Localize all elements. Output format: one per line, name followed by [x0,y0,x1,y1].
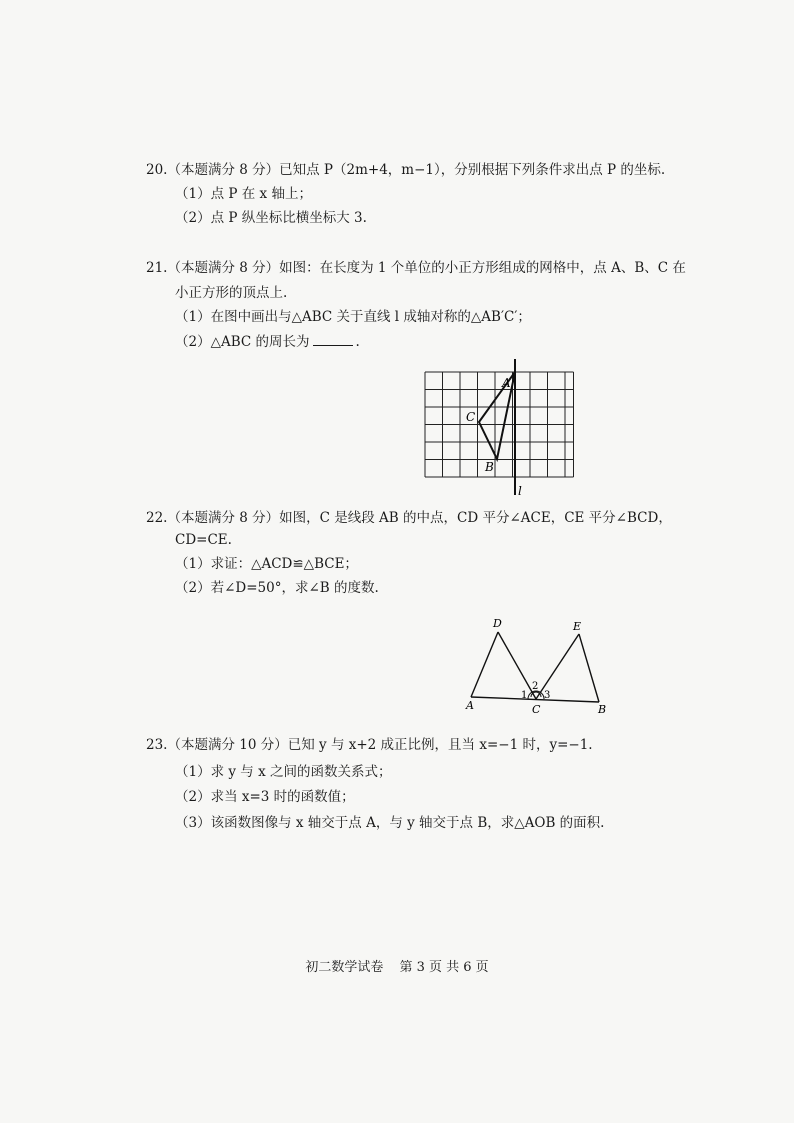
segment-dc [498,632,539,699]
q22-stem-line-1: 22.（本题满分 8 分）如图，C 是线段 AB 的中点，CD 平分∠ACE，CE 平分∠BCD， [146,510,672,526]
q21-part-1: （1）在图中画出与△ABC 关于直线 l 成轴对称的△AB′C′； [175,309,531,325]
page-footer [0,956,794,975]
q21-part-2 [175,331,360,352]
footer-page-number: 第 3 页 共 6 页 [399,960,489,975]
answer-blank [313,331,353,346]
segment-ce [536,634,579,699]
q20-part-2: （2）点 P 纵坐标比横坐标大 3. [175,210,367,226]
footer-title: 初二数学试卷 [305,960,384,975]
q22-stem-line-2: CD=CE. [175,532,232,548]
label-b: B [598,703,607,716]
label-d: D [493,617,502,630]
label-e: E [573,620,582,633]
q21-part-2-end: . [355,334,360,350]
q22-part-2: （2）若∠D=50°，求∠B 的度数. [175,580,379,596]
label-c: C [466,410,476,424]
label-l: l [518,484,522,498]
q23-part-2: （2）求当 x=3 时的函数值； [175,789,355,805]
segment-eb [579,634,599,702]
label-a: A [502,376,511,390]
q20-stem: 20.（本题满分 8 分）已知点 P（2m+4，m−1），分别根据下列条件求出点 P 的坐标. [146,162,666,178]
angle-label-3: 3 [544,690,551,701]
angle-label-1: 1 [521,690,528,701]
q23-stem: 23.（本题满分 10 分）已知 y 与 x+2 成正比例，且当 x=−1 时，y=−1. [146,737,593,753]
q23-part-3: （3）该函数图像与 x 轴交于点 A，与 y 轴交于点 B，求△AOB 的面积. [175,815,605,831]
label-a: A [466,699,474,712]
q22-part-1: （1）求证：△ACD≌△BCE； [175,556,358,572]
grid [425,372,574,477]
q20-part-1: （1）点 P 在 x 轴上； [175,186,312,202]
q22-triangles-figure [455,605,625,720]
q21-stem-line-1: 21.（本题满分 8 分）如图：在长度为 1 个单位的小正方形组成的网格中，点 A、B、C 在 [146,260,686,276]
label-c: C [532,703,541,716]
angle-label-2: 2 [532,681,539,692]
label-b: B [485,460,494,474]
q23-part-1: （1）求 y 与 x 之间的函数关系式； [175,764,392,780]
q21-part-2-text: （2）△ABC 的周长为 [175,334,310,350]
q21-stem-line-2: 小正方形的顶点上. [175,285,288,301]
segment-ad [471,632,498,697]
q21-grid-figure [420,355,590,500]
